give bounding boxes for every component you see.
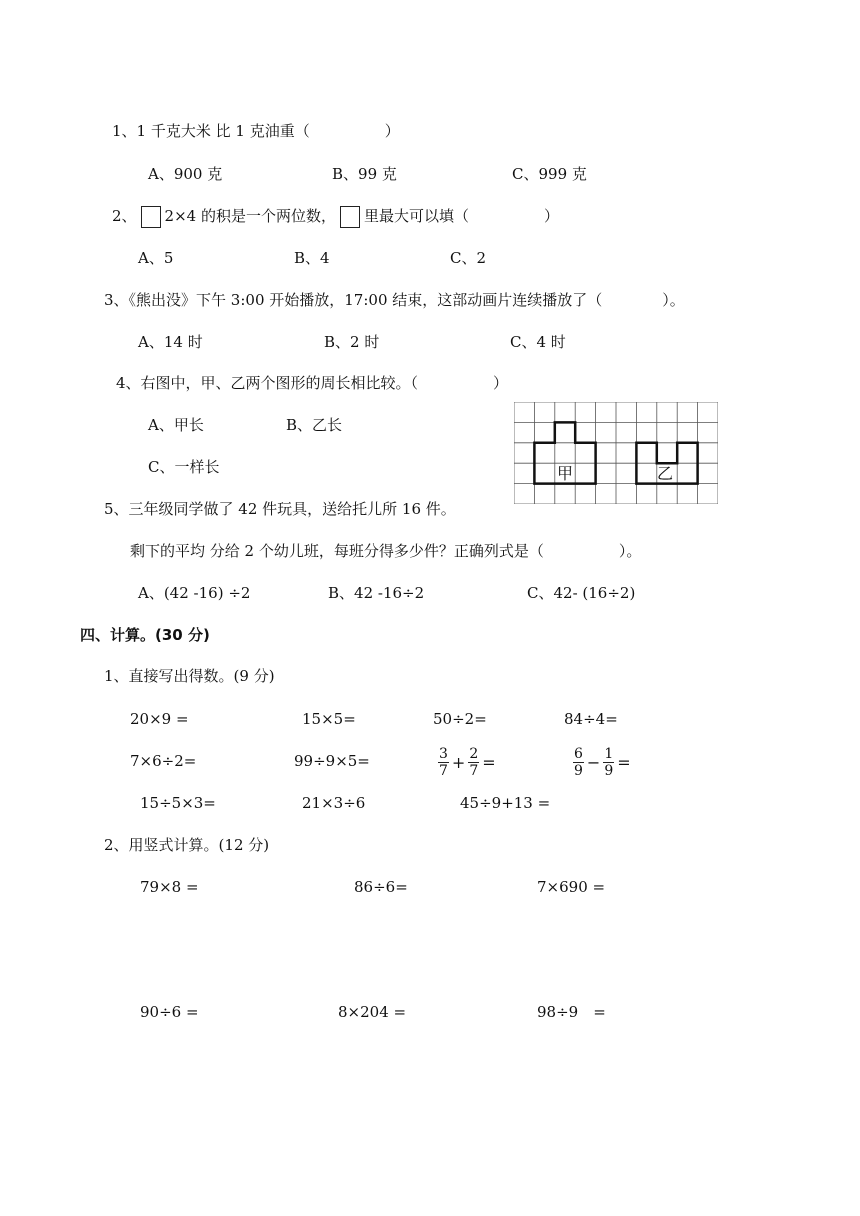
section-4-title: 四、计算。(30 分) (80, 626, 210, 644)
question-2-option-a: A、5 (138, 249, 174, 267)
vertical-calc-item: 79×8 = (140, 878, 199, 896)
question-2-end: 里最大可以填（ ） (363, 207, 559, 225)
question-5-line2: 剩下的平均 分给 2 个幼儿班，每班分得多少件？正确列式是（ ）。 (130, 542, 642, 560)
question-1-option-c: C、999 克 (512, 165, 587, 183)
question-4-option-b: B、乙长 (286, 416, 343, 434)
perimeter-grid-figure (514, 402, 718, 504)
oral-calc-item: 99÷9×5= (294, 752, 370, 770)
fraction (438, 746, 449, 779)
denominator: 9 (574, 763, 583, 779)
question-2-middle: 2×4 的积是一个两位数， (164, 207, 336, 225)
denominator: 7 (439, 763, 448, 779)
question-1-option-b: B、99 克 (332, 165, 397, 183)
question-3-option-b: B、2 时 (324, 333, 380, 351)
vertical-calc-item: 90÷6 = (140, 1003, 199, 1021)
question-1-text: 1、1 千克大米 比 1 克油重（ ） (112, 122, 400, 140)
fraction (603, 746, 614, 779)
question-3-text: 3、《熊出没》下午 3:00 开始播放，17:00 结束，这部动画片连续播放了（ ）。 (104, 291, 685, 309)
question-5-option-c: C、42- (16÷2) (527, 584, 636, 602)
blank-box (340, 206, 360, 228)
equals-sign: = (617, 752, 631, 772)
oral-calc-item: 15÷5×3= (140, 794, 216, 812)
question-3-option-c: C、4 时 (510, 333, 566, 351)
numerator: 3 (439, 746, 448, 762)
equals-sign: = (482, 752, 496, 772)
question-4-text: 4、右图中，甲、乙两个图形的周长相比较。（ ） (116, 374, 509, 392)
part-1-title: 1、直接写出得数。(9 分) (104, 667, 275, 685)
oral-calc-item: 20×9 = (130, 710, 189, 728)
denominator: 7 (469, 763, 479, 779)
numerator: 1 (604, 746, 614, 762)
part-2-title: 2、用竖式计算。(12 分) (104, 836, 270, 854)
operator: − (586, 752, 601, 772)
question-4-option-c: C、一样长 (148, 458, 220, 476)
oral-calc-item: 7×6÷2= (130, 752, 197, 770)
vertical-calc-item: 98÷9 = (537, 1003, 606, 1021)
numerator: 6 (574, 746, 583, 762)
question-2-number: 2、 (112, 207, 137, 225)
question-4-option-a: A、甲长 (148, 416, 204, 434)
question-2-option-c: C、2 (450, 249, 487, 267)
oral-calc-item: 21×3÷6 (302, 794, 366, 812)
shape-jia-label: 甲 (556, 464, 574, 483)
operator: + (451, 752, 466, 772)
shape-yi-label: 乙 (656, 464, 674, 483)
vertical-calc-item: 86÷6= (354, 878, 408, 896)
oral-calc-item: 50÷2= (433, 710, 487, 728)
vertical-calc-item: 7×690 = (537, 878, 606, 896)
question-5-line1: 5、三年级同学做了 42 件玩具，送给托儿所 16 件。 (104, 500, 456, 518)
vertical-calc-item: 8×204 = (338, 1003, 407, 1021)
oral-calc-item: 84÷4= (564, 710, 618, 728)
question-2-option-b: B、4 (294, 249, 330, 267)
question-5-option-b: B、42 -16÷2 (328, 584, 425, 602)
oral-calc-item: 15×5= (302, 710, 356, 728)
denominator: 9 (604, 763, 614, 779)
question-1-option-a: A、900 克 (148, 165, 223, 183)
question-2-text (112, 204, 559, 228)
fraction (468, 746, 479, 779)
numerator: 2 (469, 746, 479, 762)
fraction-subtraction (573, 746, 634, 779)
question-5-option-a: A、(42 -16) ÷2 (138, 584, 251, 602)
question-3-option-a: A、14 时 (138, 333, 203, 351)
oral-calc-item: 45÷9+13 = (460, 794, 551, 812)
fraction-addition (438, 746, 499, 779)
fraction (573, 746, 584, 779)
blank-box (141, 206, 161, 228)
